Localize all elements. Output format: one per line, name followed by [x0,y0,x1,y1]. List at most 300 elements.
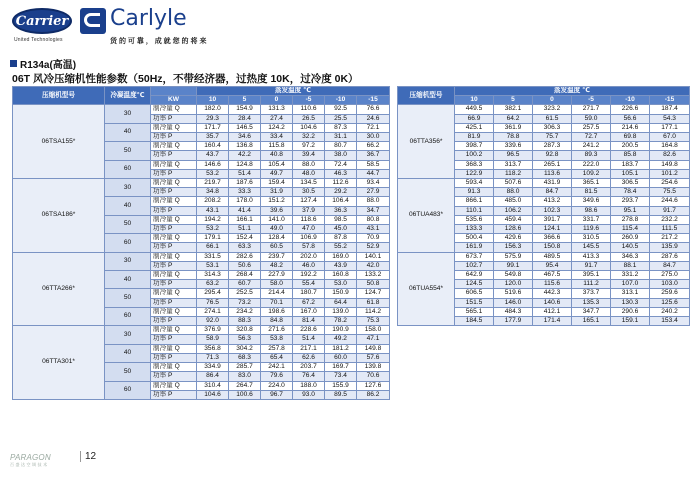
value-cell: 151.2 [261,197,293,206]
table-row [398,179,690,188]
col-header-evap-5: 5 [229,96,261,105]
cond-temp-cell: 50 [105,289,151,307]
value-cell: 346.3 [611,252,650,261]
value-cell: 425.1 [455,123,494,132]
value-cell: 81.9 [455,133,494,142]
value-cell: 575.9 [494,252,533,261]
value-cell: 46.3 [325,169,357,178]
value-cell: 115.8 [261,142,293,151]
power-label: 功率 P [151,317,197,326]
col-header-evap-minus5-right: -5 [572,96,611,105]
value-cell: 519.6 [494,289,533,298]
model-cell: 06TUA554* [398,252,455,326]
value-cell: 84.8 [261,317,293,326]
value-cell: 53.8 [261,335,293,344]
cond-temp-cell: 50 [105,363,151,381]
value-cell: 87.3 [325,123,357,132]
value-cell: 349.6 [572,197,611,206]
value-cell: 76.5 [197,298,229,307]
value-cell: 200.5 [611,142,650,151]
value-cell: 96.5 [494,151,533,160]
value-cell: 61.8 [357,298,390,307]
value-cell: 151.5 [455,298,494,307]
value-cell: 67.0 [650,133,690,142]
carlyle-logo-icon [80,8,106,34]
value-cell: 161.9 [455,243,494,252]
value-cell: 431.9 [533,179,572,188]
value-cell: 63.2 [197,280,229,289]
value-cell: 91.7 [572,261,611,270]
value-cell: 179.1 [197,234,229,243]
value-cell: 124.7 [357,289,390,298]
value-cell: 111.2 [572,280,611,289]
power-label: 功率 P [151,169,197,178]
value-cell: 50.8 [357,280,390,289]
value-cell: 49.0 [261,225,293,234]
value-cell: 293.7 [611,197,650,206]
value-cell: 59.0 [572,114,611,123]
table-title: 06T 风冷压缩机性能参数（50Hz，不带经济器，过热度 10K，过冷度 0K） [12,73,359,85]
page-number: 12 [80,451,96,462]
value-cell: 139.8 [357,363,390,372]
value-cell: 264.7 [229,381,261,390]
carlyle-logo-text: Carlyle [110,6,187,31]
value-cell: 27.9 [357,188,390,197]
power-label: 功率 P [151,335,197,344]
value-cell: 135.9 [650,243,690,252]
value-cell: 105.4 [261,160,293,169]
value-cell: 365.1 [572,179,611,188]
value-cell: 412.1 [533,307,572,316]
value-cell: 53.1 [197,261,229,270]
value-cell: 228.6 [293,326,325,335]
value-cell: 34.8 [197,188,229,197]
value-cell: 64.4 [325,298,357,307]
value-cell: 47.0 [293,225,325,234]
model-cell: 06TTA266* [13,252,105,326]
value-cell: 75.5 [650,188,690,197]
right-table-container [397,86,690,326]
value-cell: 141.0 [261,215,293,224]
cond-temp-cell: 50 [105,215,151,233]
value-cell: 56.3 [229,335,261,344]
value-cell: 187.4 [650,105,690,114]
value-cell: 51.4 [229,169,261,178]
value-cell: 107.0 [611,280,650,289]
value-cell: 91.7 [650,206,690,215]
col-header-evap-temp: 蒸发温度 ℃ [197,87,390,96]
value-cell: 395.1 [572,271,611,280]
left-table-container [12,86,390,400]
power-label: 功率 P [151,261,197,270]
value-cell: 449.5 [455,105,494,114]
value-cell: 112.6 [325,179,357,188]
power-label: 功率 P [151,188,197,197]
section-title: R134a(高温) [10,56,76,71]
model-cell: 06TTA301* [13,326,105,400]
header [12,6,692,52]
value-cell: 97.2 [293,142,325,151]
value-cell: 459.4 [494,215,533,224]
value-cell: 88.0 [357,197,390,206]
value-cell: 320.8 [229,326,261,335]
value-cell: 95.1 [611,206,650,215]
value-cell: 49.2 [325,335,357,344]
value-cell: 26.5 [293,114,325,123]
value-cell: 153.4 [650,317,690,326]
model-cell: 06TUA483* [398,179,455,253]
value-cell: 127.6 [357,381,390,390]
model-cell: 06TSA155* [13,105,105,179]
value-cell: 166.1 [229,215,261,224]
value-cell: 429.6 [494,234,533,243]
value-cell: 259.6 [650,289,690,298]
right-performance-table [397,86,690,326]
value-cell: 72.7 [572,133,611,142]
footer-logo: PARAGON 百 盛 达 空 调 技 术 [10,453,51,467]
value-cell: 177.1 [650,123,690,132]
value-cell: 287.3 [533,142,572,151]
value-cell: 282.6 [229,252,261,261]
value-cell: 187.6 [229,179,261,188]
value-cell: 92.8 [533,151,572,160]
value-cell: 241.2 [572,142,611,151]
value-cell: 222.0 [572,160,611,169]
value-cell: 331.7 [572,215,611,224]
value-cell: 89.3 [572,151,611,160]
value-cell: 109.2 [572,169,611,178]
value-cell: 606.5 [455,289,494,298]
value-cell: 139.0 [325,307,357,316]
value-cell: 194.2 [197,215,229,224]
value-cell: 115.6 [533,280,572,289]
value-cell: 124.2 [261,123,293,132]
value-cell: 33.3 [229,188,261,197]
value-cell: 268.4 [229,271,261,280]
col-header-kw: KW [151,96,197,105]
value-cell: 66.2 [357,142,390,151]
value-cell: 102.3 [533,206,572,215]
power-label: 功率 P [151,353,197,362]
value-cell: 96.7 [261,390,293,399]
cond-temp-cell: 30 [105,252,151,270]
value-cell: 500.4 [455,234,494,243]
left-performance-table [12,86,390,400]
value-cell: 183.7 [611,160,650,169]
cond-temp-cell: 60 [105,381,151,399]
value-cell: 244.6 [650,197,690,206]
value-cell: 124.8 [229,160,261,169]
value-cell: 34.7 [357,206,390,215]
capacity-label: 制冷量 Q [151,271,197,280]
value-cell: 51.1 [229,225,261,234]
table-row [398,252,690,261]
value-cell: 287.6 [650,252,690,261]
capacity-label: 制冷量 Q [151,252,197,261]
cond-temp-cell: 30 [105,179,151,197]
value-cell: 271.6 [261,326,293,335]
col-header-cond-temp: 冷凝温度℃ [105,87,151,105]
value-cell: 232.2 [650,215,690,224]
value-cell: 88.0 [494,188,533,197]
col-header-model: 压缩机型号 [13,87,105,105]
value-cell: 180.7 [293,289,325,298]
value-cell: 304.2 [229,344,261,353]
value-cell: 484.3 [494,307,533,316]
table-row [398,105,690,114]
power-label: 功率 P [151,298,197,307]
value-cell: 177.9 [494,317,533,326]
value-cell: 110.6 [293,105,325,114]
value-cell: 366.6 [533,234,572,243]
value-cell: 88.0 [293,160,325,169]
value-cell: 29.3 [197,114,229,123]
value-cell: 42.2 [229,151,261,160]
value-cell: 54.3 [650,114,690,123]
capacity-label: 制冷量 Q [151,215,197,224]
value-cell: 271.7 [572,105,611,114]
col-header-evap-minus5: -5 [293,96,325,105]
value-cell: 310.5 [572,234,611,243]
value-cell: 118.6 [293,215,325,224]
value-cell: 198.6 [261,307,293,316]
value-cell: 169.0 [325,252,357,261]
value-cell: 234.2 [229,307,261,316]
value-cell: 165.1 [572,317,611,326]
value-cell: 78.8 [494,133,533,142]
value-cell: 171.4 [533,317,572,326]
value-cell: 65.4 [261,353,293,362]
value-cell: 55.2 [325,243,357,252]
value-cell: 53.0 [325,280,357,289]
cond-temp-cell: 40 [105,344,151,362]
value-cell: 159.4 [261,179,293,188]
value-cell: 106.4 [325,197,357,206]
value-cell: 118.2 [494,169,533,178]
value-cell: 81.4 [293,317,325,326]
value-cell: 149.8 [357,344,390,353]
value-cell: 111.5 [650,225,690,234]
value-cell: 239.7 [261,252,293,261]
value-cell: 203.7 [293,363,325,372]
value-cell: 152.4 [229,234,261,243]
cond-temp-cell: 50 [105,142,151,160]
col-header-evap-0: 0 [261,96,293,105]
value-cell: 75.3 [357,317,390,326]
value-cell: 43.7 [197,151,229,160]
value-cell: 80.7 [325,142,357,151]
capacity-label: 制冷量 Q [151,363,197,372]
value-cell: 45.0 [325,225,357,234]
value-cell: 91.3 [455,188,494,197]
value-cell: 58.5 [357,160,390,169]
value-cell: 55.4 [293,280,325,289]
value-cell: 113.6 [533,169,572,178]
value-cell: 140.1 [357,252,390,261]
cond-temp-cell: 30 [105,326,151,344]
value-cell: 34.6 [229,133,261,142]
value-cell: 866.1 [455,197,494,206]
value-cell: 95.4 [533,261,572,270]
model-cell: 06TTA356* [398,105,455,179]
col-header-evap-label-spacer [151,87,197,96]
col-header-evap-minus10: -10 [325,96,357,105]
value-cell: 133.2 [357,271,390,280]
value-cell: 128.6 [494,225,533,234]
value-cell: 313.1 [611,289,650,298]
value-cell: 227.9 [261,271,293,280]
value-cell: 190.9 [325,326,357,335]
value-cell: 160.8 [325,271,357,280]
capacity-label: 制冷量 Q [151,326,197,335]
value-cell: 254.6 [650,179,690,188]
value-cell: 43.1 [197,206,229,215]
value-cell: 306.5 [611,179,650,188]
value-cell: 140.6 [533,298,572,307]
value-cell: 128.4 [261,234,293,243]
value-cell: 81.5 [572,188,611,197]
value-cell: 80.8 [357,215,390,224]
value-cell: 36.3 [325,206,357,215]
col-header-evap-10: 10 [197,96,229,105]
value-cell: 86.4 [197,372,229,381]
value-cell: 124.5 [455,280,494,289]
cond-temp-cell: 60 [105,234,151,252]
value-cell: 78.2 [325,317,357,326]
value-cell: 99.1 [494,261,533,270]
cond-temp-cell: 40 [105,197,151,215]
value-cell: 120.0 [494,280,533,289]
value-cell: 150.9 [325,289,357,298]
value-cell: 101.2 [650,169,690,178]
value-cell: 67.2 [293,298,325,307]
value-cell: 56.6 [611,114,650,123]
square-bullet-icon [10,60,17,67]
cond-temp-cell: 60 [105,307,151,325]
value-cell: 295.4 [197,289,229,298]
value-cell: 413.3 [572,252,611,261]
col-header-evap-minus15: -15 [357,96,390,105]
carrier-logo: Carrier [12,8,72,34]
value-cell: 314.3 [197,271,229,280]
value-cell: 105.1 [611,169,650,178]
value-cell: 78.4 [611,188,650,197]
value-cell: 104.6 [197,390,229,399]
value-cell: 549.8 [494,271,533,280]
value-cell: 57.8 [293,243,325,252]
value-cell: 31.1 [325,133,357,142]
table-row [13,326,390,335]
value-cell: 391.7 [533,215,572,224]
value-cell: 119.6 [572,225,611,234]
value-cell: 69.8 [611,133,650,142]
value-cell: 70.9 [357,234,390,243]
value-cell: 103.0 [650,280,690,289]
value-cell: 278.8 [611,215,650,224]
value-cell: 39.6 [261,206,293,215]
power-label: 功率 P [151,114,197,123]
value-cell: 39.4 [293,151,325,160]
cond-temp-cell: 30 [105,105,151,123]
value-cell: 339.6 [494,142,533,151]
cond-temp-cell: 60 [105,160,151,178]
value-cell: 158.0 [357,326,390,335]
capacity-label: 制冷量 Q [151,160,197,169]
value-cell: 265.1 [533,160,572,169]
value-cell: 361.9 [494,123,533,132]
table-row [13,252,390,261]
value-cell: 124.1 [533,225,572,234]
value-cell: 76.6 [357,105,390,114]
value-cell: 48.0 [293,169,325,178]
value-cell: 70.1 [261,298,293,307]
capacity-label: 制冷量 Q [151,105,197,114]
value-cell: 192.2 [293,271,325,280]
value-cell: 182.0 [197,105,229,114]
value-cell: 347.7 [572,307,611,316]
value-cell: 214.4 [261,289,293,298]
value-cell: 167.0 [293,307,325,316]
value-cell: 242.1 [261,363,293,372]
col-header-evap-temp-right: 蒸发温度 ℃ [455,87,690,96]
col-header-evap-minus10-right: -10 [611,96,650,105]
value-cell: 673.7 [455,252,494,261]
power-label: 功率 P [151,280,197,289]
value-cell: 125.6 [650,298,690,307]
value-cell: 160.4 [197,142,229,151]
table-row [13,105,390,114]
value-cell: 60.7 [229,280,261,289]
value-cell: 310.4 [197,381,229,390]
value-cell: 159.1 [611,317,650,326]
value-cell: 115.4 [611,225,650,234]
value-cell: 93.4 [357,179,390,188]
capacity-label: 制冷量 Q [151,123,197,132]
value-cell: 169.7 [325,363,357,372]
value-cell: 48.2 [261,261,293,270]
value-cell: 181.2 [325,344,357,353]
value-cell: 76.4 [293,372,325,381]
value-cell: 63.3 [229,243,261,252]
value-cell: 535.6 [455,215,494,224]
value-cell: 25.5 [325,114,357,123]
power-label: 功率 P [151,206,197,215]
value-cell: 136.8 [229,142,261,151]
value-cell: 89.5 [325,390,357,399]
value-cell: 41.4 [229,206,261,215]
capacity-label: 制冷量 Q [151,344,197,353]
value-cell: 40.8 [261,151,293,160]
value-cell: 257.5 [572,123,611,132]
value-cell: 306.3 [533,123,572,132]
value-cell: 87.8 [325,234,357,243]
value-cell: 565.1 [455,307,494,316]
value-cell: 100.2 [455,151,494,160]
value-cell: 217.2 [650,234,690,243]
capacity-label: 制冷量 Q [151,234,197,243]
value-cell: 73.4 [325,372,357,381]
value-cell: 53.2 [197,225,229,234]
value-cell: 130.3 [611,298,650,307]
carrier-subtitle: United Technologies [14,37,63,43]
model-cell: 06TSA186* [13,179,105,253]
value-cell: 106.2 [494,206,533,215]
value-cell: 98.6 [572,206,611,215]
cond-temp-cell: 40 [105,123,151,141]
value-cell: 467.5 [533,271,572,280]
col-header-evap-10-right: 10 [455,96,494,105]
value-cell: 145.5 [572,243,611,252]
